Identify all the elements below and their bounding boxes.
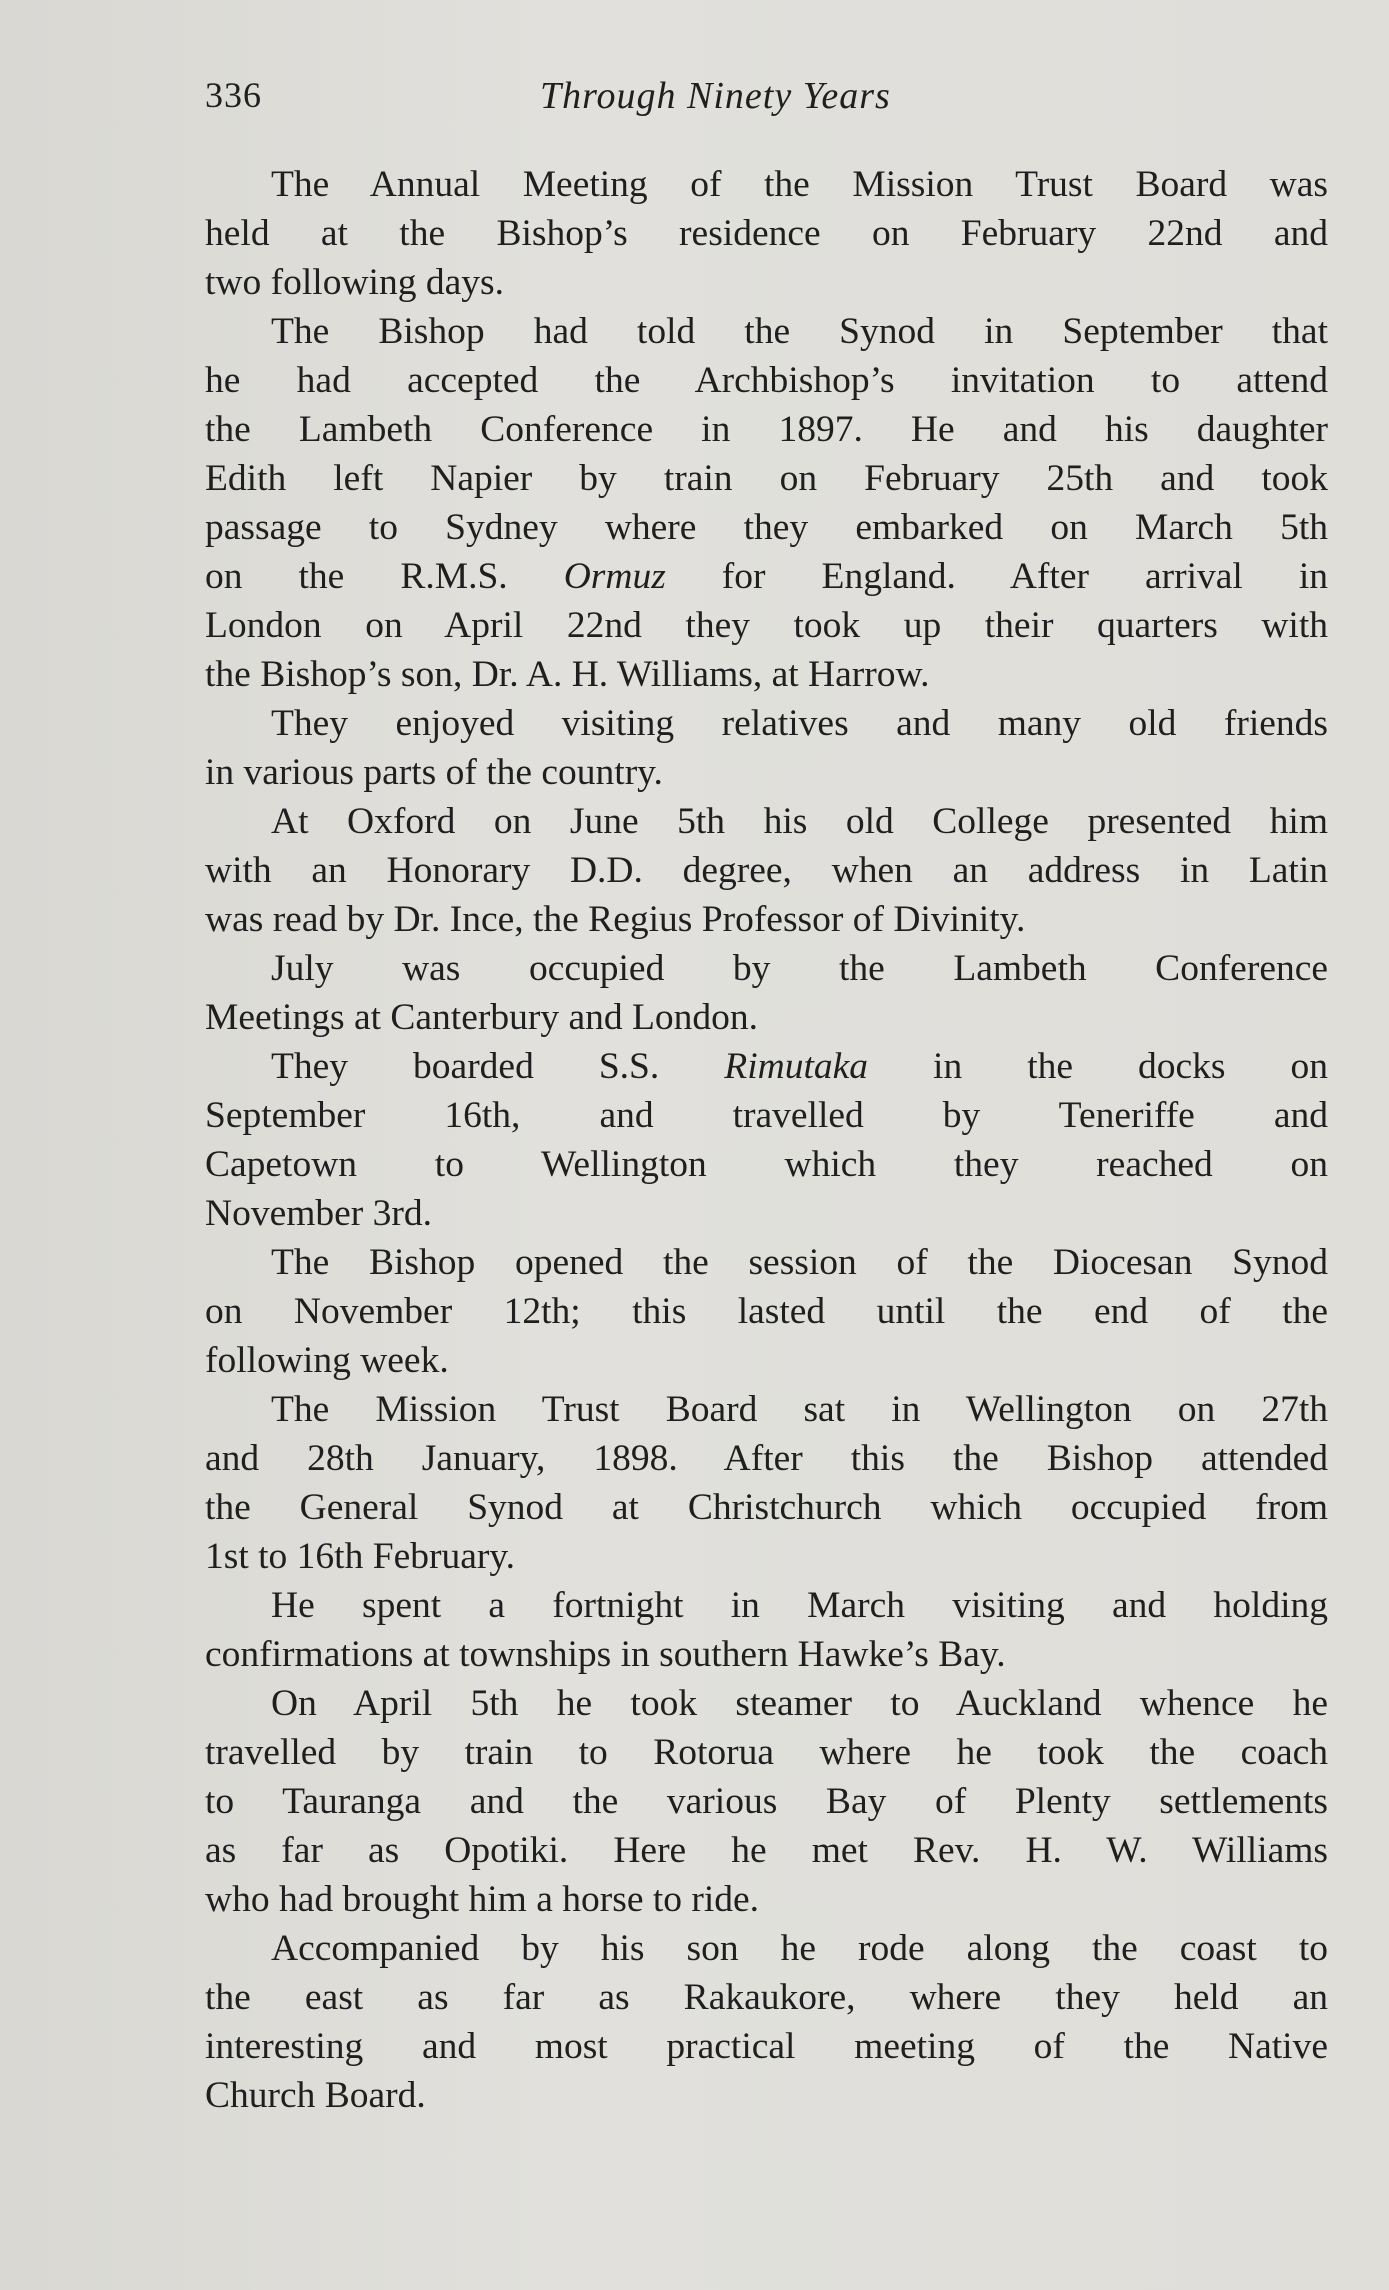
- text-line: The Annual Meeting of the Mission Trust Board was: [271, 164, 1328, 205]
- text-line: Accompanied by his son he rode along the coast to: [271, 1928, 1328, 1969]
- text-line: the east as far as Rakaukore, where they held an: [205, 1977, 1328, 2018]
- running-title: Through Ninety Years: [540, 75, 891, 117]
- text-line: on November 12th; this lasted until the end of the: [205, 1291, 1328, 1332]
- text-line: Meetings at Canterbury and London.: [205, 997, 758, 1038]
- text-line: On April 5th he took steamer to Auckland whence he: [271, 1683, 1328, 1724]
- text-line: November 3rd.: [205, 1193, 433, 1234]
- text-segment: They boarded S.S.: [271, 1046, 725, 1087]
- text-line: Church Board.: [205, 2075, 426, 2116]
- text-line: Capetown to Wellington which they reached on: [205, 1144, 1328, 1185]
- text-line: 1st to 16th February.: [205, 1536, 516, 1577]
- text-line: to Tauranga and the various Bay of Plenty settlements: [205, 1781, 1328, 1822]
- text-line: interesting and most practical meeting of the Native: [205, 2026, 1328, 2067]
- text-line: The Bishop had told the Synod in September that: [271, 311, 1328, 352]
- text-segment: for England. After arrival in: [665, 556, 1328, 597]
- text-line: held at the Bishop’s residence on February 22nd and: [205, 213, 1328, 254]
- text-line: The Mission Trust Board sat in Wellington on 27th: [271, 1389, 1328, 1430]
- body-text: [205, 160, 1328, 2120]
- text-line: Edith left Napier by train on February 25th and took: [205, 458, 1328, 499]
- text-line: travelled by train to Rotorua where he took the coach: [205, 1732, 1328, 1773]
- text-line: They enjoyed visiting relatives and many old friends: [271, 703, 1328, 744]
- text-segment: on the R.M.S.: [205, 556, 564, 597]
- text-line: September 16th, and travelled by Teneriffe and: [205, 1095, 1328, 1136]
- ship-name: Rimutaka: [724, 1046, 869, 1087]
- text-line: the Bishop’s son, Dr. A. H. Williams, at Harrow.: [205, 654, 930, 695]
- text-line: in various parts of the country.: [205, 752, 663, 793]
- text-line: the General Synod at Christchurch which occupied from: [205, 1487, 1328, 1528]
- text-line: passage to Sydney where they embarked on March 5th: [205, 507, 1328, 548]
- text-line: following week.: [205, 1340, 449, 1381]
- text-line: with an Honorary D.D. degree, when an address in Latin: [205, 850, 1328, 891]
- text-line: [205, 1042, 1328, 1091]
- text-line: was read by Dr. Ince, the Regius Professor of Divinity.: [205, 899, 1026, 940]
- text-line: who had brought him a horse to ride.: [205, 1879, 760, 1920]
- text-line: London on April 22nd they took up their quarters with: [205, 605, 1328, 646]
- page-number: 336: [205, 75, 262, 115]
- text-segment: in the docks on: [868, 1046, 1328, 1087]
- text-line: He spent a fortnight in March visiting and holding: [271, 1585, 1328, 1626]
- text-line: he had accepted the Archbishop’s invitation to attend: [205, 360, 1328, 401]
- text-line: [205, 552, 1328, 601]
- text-line: At Oxford on June 5th his old College presented him: [271, 801, 1328, 842]
- text-line: and 28th January, 1898. After this the Bishop attended: [205, 1438, 1328, 1479]
- text-line: as far as Opotiki. Here he met Rev. H. W. Williams: [205, 1830, 1328, 1871]
- text-line: the Lambeth Conference in 1897. He and his daughter: [205, 409, 1328, 450]
- text-line: July was occupied by the Lambeth Conference: [271, 948, 1328, 989]
- text-line: two following days.: [205, 262, 504, 303]
- page-header: [205, 74, 1325, 134]
- text-line: The Bishop opened the session of the Diocesan Synod: [271, 1242, 1328, 1283]
- text-line: confirmations at townships in southern Hawke’s Bay.: [205, 1634, 1006, 1675]
- ship-name: Ormuz: [563, 556, 666, 597]
